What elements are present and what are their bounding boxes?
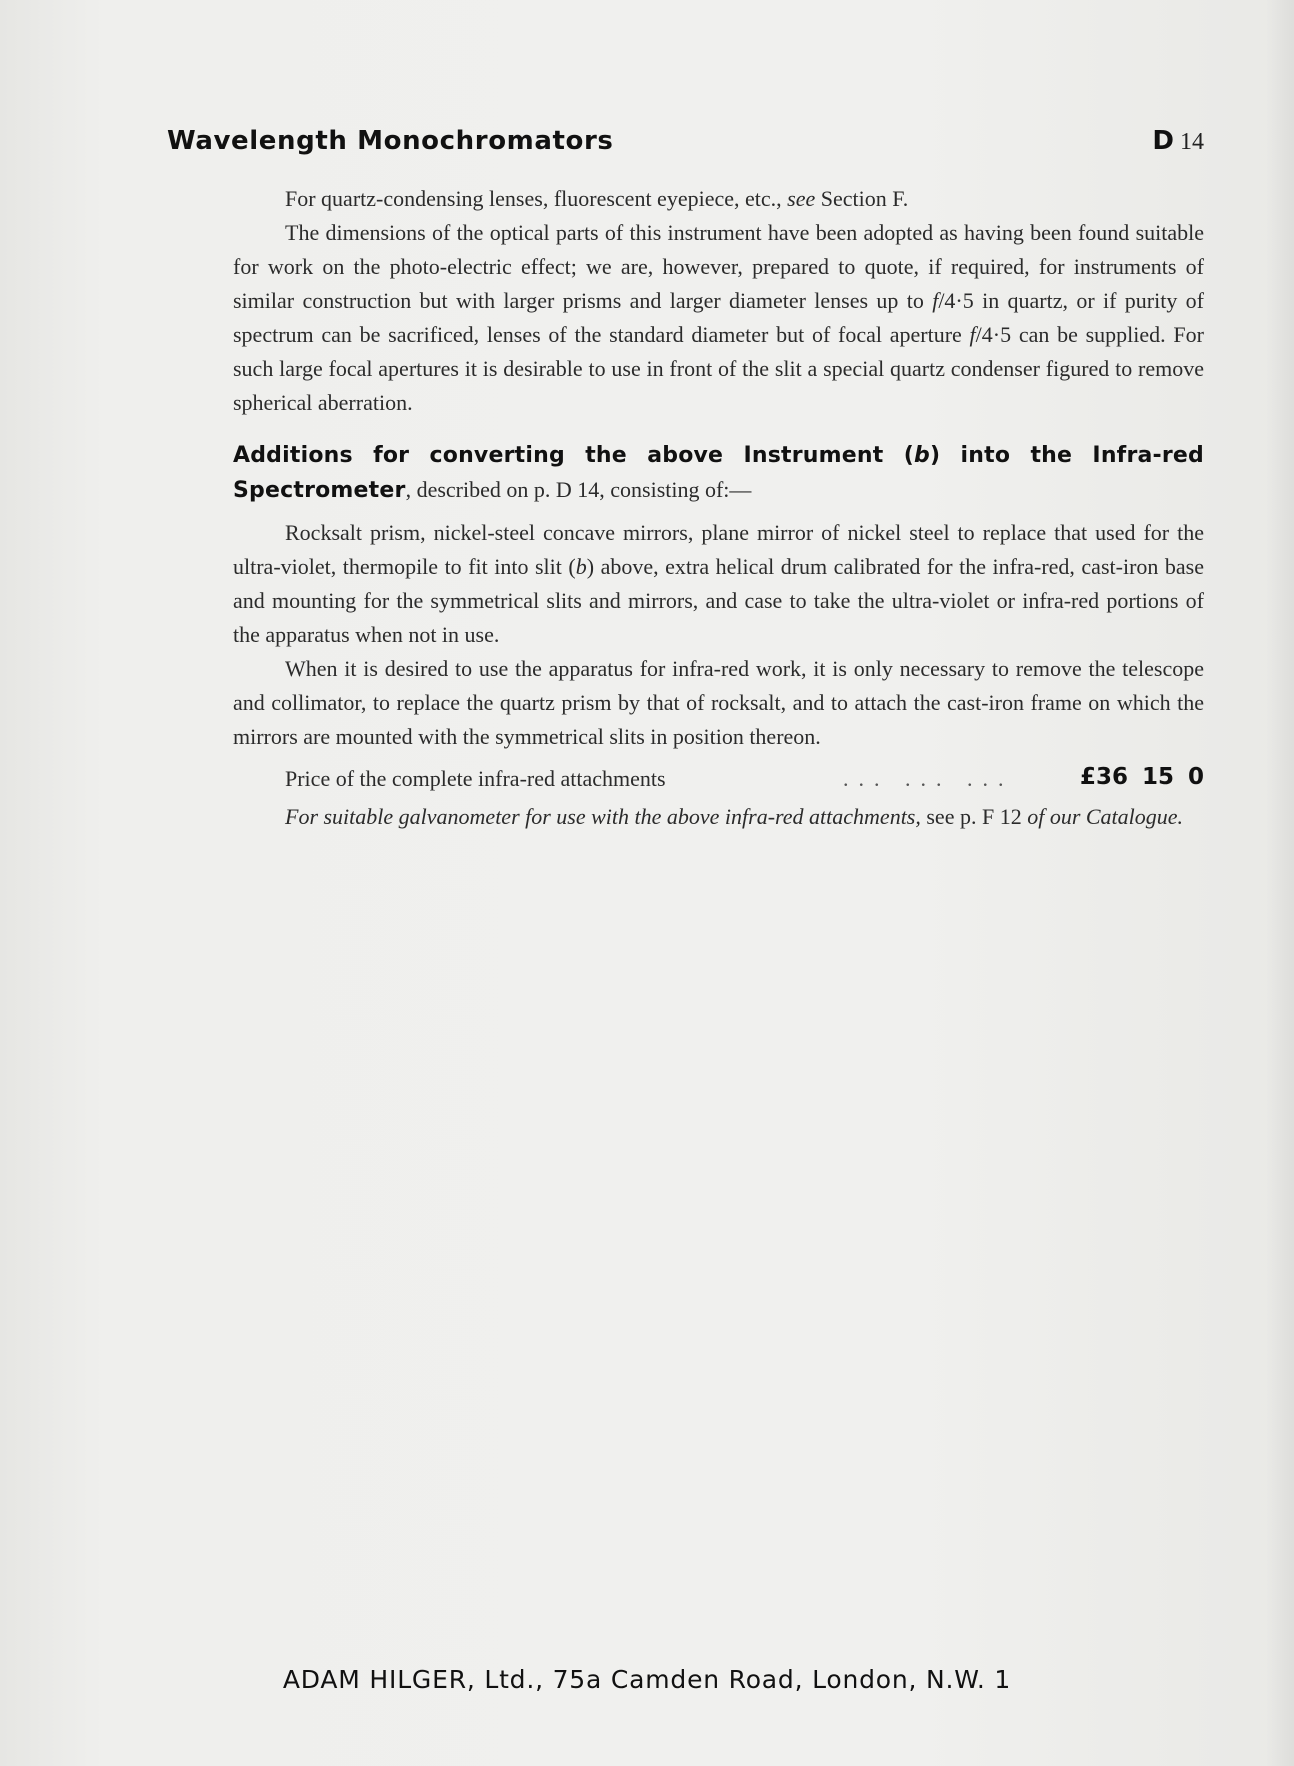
page-title: Wavelength Monochromators [167,126,614,156]
see-reference: see [787,186,816,211]
price-label: Price of the complete infra-red attachments [285,766,666,791]
paragraph-rocksalt-part-a: Rocksalt prism, nickel-steel concave mirrors, plane mirror of nickel steel to replace that used for the ultra-violet, thermopile to fit into slit ( [233,520,1204,579]
page-header [167,126,1204,162]
f-number-symbol: f [969,322,976,347]
additions-heading [233,438,1204,508]
galvanometer-note-italic-b: of our Catalogue. [1027,804,1184,829]
page-body [233,182,1204,834]
publisher-footer: ADAM HILGER, Ltd., 75a Camden Road, London, N.W. 1 [282,1665,1012,1694]
paragraph-infra-red-work: When it is desired to use the apparatus for infra-red work, it is only necessary to remove the telescope and collimator, to replace the quartz prism by that of rocksalt, and to attach the cast-iron frame on which the mirrors are mounted with the symmetrical slits in position thereon. [233,656,1204,749]
section-marker [1152,126,1204,156]
paragraph-lenses-tail: Section F. [815,186,909,211]
additions-heading-tail: , described on p. D 14, consisting of:— [405,477,752,502]
paragraph-rocksalt [233,516,1204,652]
paragraph-rocksalt-part-c: ) above, extra helical drum calibrated for the infra-red, cast-iron base and mounting for the symmetrical slits and mirrors, and case to take the ultra-violet or infra-red portions of the apparatus when not in use. [233,554,1204,647]
price-value: £36 15 0 [1079,764,1204,790]
galvanometer-note-italic-a: For suitable galvanometer for use with the above infra-red attachments, [285,804,921,829]
additions-heading-bold-c: ) into the Infra-red Spectrometer [233,443,1205,503]
price-line [233,756,1204,796]
paragraph-dimensions-part-c: /4·5 can be supplied. For such large focal apertures it is desirable to use in front of the slit a special quartz condenser figured to remove spherical aberration. [233,322,1204,415]
price-leader-dots: ... ... ... [843,766,1014,791]
paragraph-lenses-text: For quartz-condensing lenses, fluorescent eyepiece, etc., [285,186,788,211]
section-letter: D [1152,126,1174,156]
paragraph-dimensions-part-a: The dimensions of the optical parts of this instrument have been adopted as having been found suitable for work on the photo-electric effect; we are, however, prepared to quote, if required, for instruments of similar construction but with larger prisms and larger diameter lenses up to [233,220,1204,313]
paragraph-dimensions-part-b: /4·5 in quartz, or if purity of spectrum can be sacrificed, lenses of the standard diameter but of focal aperture [233,288,1204,347]
paragraph-dimensions [233,216,1204,420]
galvanometer-note [233,800,1204,834]
galvanometer-note-mid: see p. F 12 [920,804,1028,829]
section-number: 14 [1180,129,1204,155]
additions-heading-bold-a: Additions for converting the above Instrument ( [233,443,915,468]
additions-heading-bold-b: b [914,443,930,468]
f-number-symbol: f [932,288,939,313]
page-edge-shadow [1266,0,1294,1766]
slit-reference: b [575,554,587,579]
paragraph-lenses [233,182,1204,216]
